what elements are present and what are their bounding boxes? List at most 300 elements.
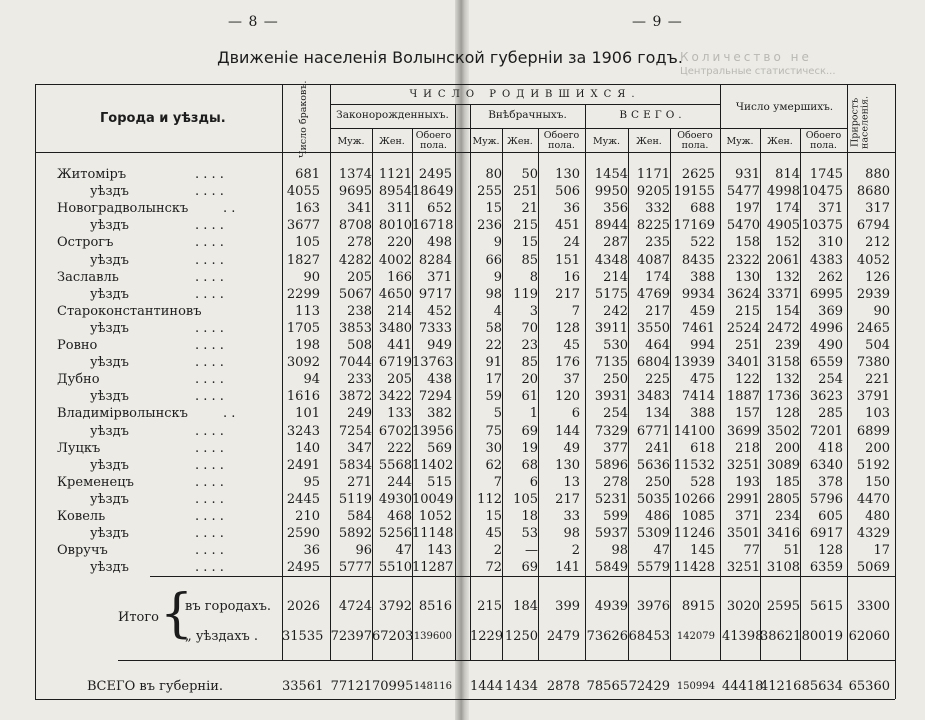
cell-deaths-m: 931 [735, 167, 760, 182]
cell-illeg-m: 62 [485, 457, 502, 473]
cell-growth: 103 [865, 406, 890, 422]
cell-legit-both: 382 [427, 406, 452, 422]
cell-growth: 17 [873, 543, 890, 559]
leader-dots: . . . . [195, 338, 224, 353]
cell-total-m: 254 [603, 406, 628, 422]
cell-total-m: 7135 [594, 355, 628, 371]
cell-deaths-both: 262 [818, 269, 843, 285]
leader-dots: . . . . [195, 526, 224, 542]
cell-illeg-both: 130 [555, 457, 580, 473]
cell-deaths-f: 2595 [766, 599, 800, 614]
cell-illeg-both: 217 [555, 286, 580, 302]
cell-deaths-f: 814 [775, 167, 800, 182]
row-name: Новоградволынскъ [57, 201, 189, 217]
cell-legit-m: 7254 [338, 423, 372, 439]
leader-dots: . . . . [195, 184, 224, 200]
cell-marriages: 90 [303, 269, 320, 285]
cell-total-f: 486 [645, 509, 670, 524]
cell-growth: 200 [865, 440, 890, 456]
cell-total-m: 78565 [586, 679, 628, 694]
cell-illeg-f: 19 [521, 440, 538, 456]
cell-legit-both: 569 [427, 440, 452, 456]
cell-total-both: 618 [690, 440, 715, 456]
cell-deaths-f: 2472 [766, 320, 800, 336]
cell-illeg-m: 45 [485, 526, 502, 542]
cell-marriages: 198 [295, 338, 320, 353]
cell-illeg-both: 176 [555, 355, 580, 371]
cell-legit-f: 3792 [378, 599, 412, 614]
row-name: Овручъ [57, 543, 108, 559]
cell-illeg-m: 215 [477, 599, 502, 614]
cell-total-both: 13939 [673, 355, 715, 371]
cell-legit-m: 5067 [338, 286, 372, 302]
cell-marriages: 1827 [286, 252, 320, 268]
cell-legit-both: 13956 [412, 423, 454, 439]
cell-illeg-f: 1250 [504, 629, 538, 644]
cell-deaths-m: 5477 [726, 184, 760, 200]
cell-deaths-both: 4383 [809, 252, 843, 268]
cell-deaths-both: 418 [818, 440, 843, 456]
cell-deaths-f: 152 [775, 235, 800, 251]
row-name: уѣздъ [90, 389, 129, 405]
cell-total-f: 68453 [628, 629, 670, 644]
cell-legit-both: 2495 [418, 167, 452, 182]
cell-legit-both: 11287 [412, 560, 454, 576]
cell-total-both: 11428 [673, 560, 715, 576]
cell-legit-m: 5777 [338, 560, 372, 576]
cell-growth: 7380 [856, 355, 890, 371]
cell-legit-f: 4650 [378, 286, 412, 302]
cell-deaths-f: 234 [775, 509, 800, 524]
row-name: уѣздъ [90, 286, 129, 302]
header-total: ВСЕГО. [619, 109, 686, 121]
cell-total-f: 174 [645, 269, 670, 285]
cell-legit-both: 371 [427, 269, 452, 285]
row-name: Староконстантиновъ [57, 303, 202, 319]
cell-total-f: 3550 [636, 320, 670, 336]
cell-total-m: 356 [603, 201, 628, 217]
cell-illeg-m: 2 [493, 543, 502, 559]
cell-illeg-both: 399 [555, 599, 580, 614]
cell-legit-m: 3853 [338, 320, 372, 336]
row-name: Житоміръ [57, 167, 127, 182]
cell-total-both: 388 [690, 406, 715, 422]
cell-total-m: 5231 [594, 491, 628, 507]
header-births-group: ЧИСЛО РОДИВШИХСЯ. [409, 89, 641, 100]
row-name: уѣздъ [90, 491, 129, 507]
leader-dots: . . . . [195, 440, 224, 456]
cell-total-f: 6804 [636, 355, 670, 371]
cell-total-both: 17169 [673, 218, 715, 234]
cell-deaths-both: 310 [818, 235, 843, 251]
leader-dots: . . . . [195, 355, 224, 371]
cell-growth: 880 [865, 167, 890, 182]
cell-total-both: 145 [690, 543, 715, 559]
cell-illeg-both: 16 [563, 269, 580, 285]
cell-illeg-both: 120 [555, 389, 580, 405]
header-both_sexes: Обоего пола. [805, 130, 842, 152]
cell-deaths-both: 378 [818, 474, 843, 490]
cell-total-f: 217 [645, 303, 670, 319]
cell-deaths-f: 200 [775, 440, 800, 456]
cell-legit-m: 278 [347, 235, 372, 251]
cell-legit-m: 233 [347, 372, 372, 388]
cell-deaths-f: 3371 [766, 286, 800, 302]
cell-deaths-both: 85634 [801, 679, 843, 694]
column-rule [895, 84, 896, 699]
cell-legit-f: 214 [387, 303, 412, 319]
cell-deaths-both: 3623 [809, 389, 843, 405]
cell-total-f: 4769 [636, 286, 670, 302]
cell-deaths-f: 132 [775, 269, 800, 285]
cell-deaths-m: 3251 [726, 560, 760, 576]
cell-total-both: 8435 [681, 252, 715, 268]
cell-illeg-both: 128 [555, 320, 580, 336]
cell-deaths-both: 1745 [809, 167, 843, 182]
cell-legit-both: 7333 [418, 320, 452, 336]
cell-deaths-both: 5615 [809, 599, 843, 614]
cell-deaths-both: 6917 [809, 526, 843, 542]
cell-illeg-m: 75 [485, 423, 502, 439]
row-name: уѣздъ [90, 218, 129, 234]
header-male: Муж. [592, 136, 621, 147]
cell-illeg-both: 24 [563, 235, 580, 251]
row-name: Острогъ [57, 235, 114, 251]
cell-legit-both: 949 [427, 338, 452, 353]
cell-growth: 5069 [856, 560, 890, 576]
header-both_sexes: Обоего пола. [415, 130, 452, 152]
cell-deaths-both: 4996 [809, 320, 843, 336]
cell-legit-both: 8516 [418, 599, 452, 614]
cell-illeg-f: 3 [529, 303, 538, 319]
cell-deaths-f: 38621 [760, 629, 802, 644]
cell-growth: 3300 [856, 599, 890, 614]
cell-deaths-m: 218 [735, 440, 760, 456]
cell-deaths-f: 3158 [766, 355, 800, 371]
cell-total-both: 1085 [681, 509, 715, 524]
cell-illeg-both: 33 [563, 509, 580, 524]
cell-illeg-f: 68 [521, 457, 538, 473]
cell-illeg-f: 85 [521, 355, 538, 371]
leader-dots: . . . . [195, 269, 224, 285]
leader-dots: . . . . [195, 560, 224, 576]
cell-legit-both: 11148 [412, 526, 454, 542]
cell-marriages: 113 [295, 303, 320, 319]
cell-legit-both: 7294 [418, 389, 452, 405]
cell-legit-f: 6719 [378, 355, 412, 371]
cell-total-both: 9934 [681, 286, 715, 302]
cell-illeg-m: 4 [493, 303, 502, 319]
cell-total-m: 5849 [594, 560, 628, 576]
cell-legit-m: 7044 [338, 355, 372, 371]
cell-marriages: 140 [295, 440, 320, 456]
cell-illeg-m: 98 [485, 286, 502, 302]
cell-deaths-m: 3699 [726, 423, 760, 439]
cell-illeg-m: 59 [485, 389, 502, 405]
cell-illeg-m: 112 [477, 491, 502, 507]
leader-dots: . . . . [195, 543, 224, 559]
cell-illeg-f: 6 [529, 474, 538, 490]
cell-illeg-m: 30 [485, 440, 502, 456]
cell-deaths-f: 174 [775, 201, 800, 217]
header-towns-and-districts: Города и уѣзды. [100, 111, 226, 126]
cell-deaths-f: 154 [775, 303, 800, 319]
cell-growth: 6899 [856, 423, 890, 439]
cell-deaths-f: 3089 [766, 457, 800, 473]
cell-legit-m: 5119 [338, 491, 372, 507]
cell-illeg-m: 72 [485, 560, 502, 576]
cell-marriages: 4055 [286, 184, 320, 200]
cell-deaths-m: 3624 [726, 286, 760, 302]
cell-total-both: 388 [690, 269, 715, 285]
cell-legit-m: 5892 [338, 526, 372, 542]
cell-marriages: 2495 [286, 560, 320, 576]
cell-legit-m: 238 [347, 303, 372, 319]
leader-dots: . . . . [195, 286, 224, 302]
cell-legit-m: 341 [347, 201, 372, 217]
header-female: Жен. [767, 136, 793, 147]
cell-marriages: 3243 [286, 423, 320, 439]
row-name: уѣздъ [90, 320, 129, 336]
header-male: Муж. [337, 136, 365, 147]
cell-total-both: 7461 [681, 320, 715, 336]
header-male: Муж. [726, 136, 754, 147]
header-marriages: Число браковъ. [297, 80, 309, 158]
cell-total-f: 6771 [636, 423, 670, 439]
cell-illeg-m: 7 [493, 474, 502, 490]
cell-deaths-both: 254 [818, 372, 843, 388]
cell-legit-m: 4724 [338, 599, 372, 614]
cell-legit-m: 249 [347, 406, 372, 422]
cell-legit-f: 67203 [372, 629, 414, 644]
totals-row-label: „ уѣздахъ . [185, 629, 259, 644]
row-name: Кременецъ [57, 474, 134, 490]
cell-legit-m: 3872 [338, 389, 372, 405]
cell-legit-m: 4282 [338, 252, 372, 268]
cell-total-f: 5035 [636, 491, 670, 507]
cell-marriages: 2026 [286, 599, 320, 614]
cell-deaths-m: 251 [735, 338, 760, 353]
cell-legit-both: 452 [427, 303, 452, 319]
cell-legit-both: 8284 [418, 252, 452, 268]
row-name: уѣздъ [90, 457, 129, 473]
cell-total-m: 377 [603, 440, 628, 456]
cell-total-f: 241 [645, 440, 670, 456]
cell-illeg-m: 9 [493, 235, 502, 251]
cell-total-f: 47 [653, 543, 670, 559]
cell-total-both: 11246 [673, 526, 715, 542]
cell-deaths-f: 4905 [766, 218, 800, 234]
leader-dots: . . . . [195, 235, 224, 251]
cell-illeg-m: 58 [485, 320, 502, 336]
cell-legit-f: 222 [387, 440, 412, 456]
cell-legit-f: 133 [387, 406, 412, 422]
cell-total-m: 1454 [594, 167, 628, 182]
cell-deaths-m: 41398 [722, 629, 764, 644]
row-name: Луцкъ [57, 440, 101, 456]
cell-total-m: 214 [603, 269, 628, 285]
header-female: Жен. [507, 136, 533, 147]
cell-total-m: 242 [603, 303, 628, 319]
cell-legit-m: 77121 [330, 679, 372, 694]
cell-illeg-both: 451 [555, 218, 580, 234]
header-both_sexes: Обоего пола. [677, 130, 713, 152]
header-male: Муж. [472, 136, 500, 147]
cell-total-f: 332 [645, 201, 670, 217]
cell-illeg-m: 236 [477, 218, 502, 234]
cell-illeg-m: 17 [485, 372, 502, 388]
cell-deaths-m: 44418 [722, 679, 764, 694]
top-border [35, 84, 895, 85]
cell-total-both: 14100 [673, 423, 715, 439]
cell-total-m: 250 [603, 372, 628, 388]
cell-illeg-both: 506 [555, 184, 580, 200]
cell-growth: 2939 [856, 286, 890, 302]
cell-total-m: 599 [603, 509, 628, 524]
row-name: уѣздъ [90, 423, 129, 439]
cell-deaths-m: 157 [735, 406, 760, 422]
cell-legit-both: 18649 [412, 184, 454, 200]
cell-legit-both: 16718 [412, 218, 454, 234]
cell-deaths-both: 369 [818, 303, 843, 319]
cell-marriages: 31535 [282, 629, 324, 644]
cell-deaths-both: 80019 [801, 629, 843, 644]
cell-illeg-both: 2 [571, 543, 580, 559]
cell-legit-f: 4002 [378, 252, 412, 268]
cell-marriages: 33561 [282, 679, 324, 694]
cell-deaths-m: 122 [735, 372, 760, 388]
cell-illeg-f: 21 [521, 201, 538, 217]
cell-growth: 150 [865, 474, 890, 490]
page-number-left: — 8 — [228, 14, 279, 30]
cell-legit-m: 96 [355, 543, 372, 559]
cell-illeg-both: 144 [555, 423, 580, 439]
cell-total-m: 9950 [594, 184, 628, 200]
cell-total-f: 225 [645, 372, 670, 388]
cell-total-both: 2625 [681, 167, 715, 182]
cell-deaths-m: 215 [735, 303, 760, 319]
cell-illeg-f: 70 [521, 320, 538, 336]
row-name: уѣздъ [90, 526, 129, 542]
totals-row-towns [35, 596, 895, 615]
leader-dots: . . . . [195, 474, 224, 490]
cell-legit-f: 8010 [378, 218, 412, 234]
cell-legit-m: 72397 [330, 629, 372, 644]
cell-total-m: 5896 [594, 457, 628, 473]
leader-dots: . . . . [195, 372, 224, 388]
cell-legit-f: 205 [387, 372, 412, 388]
bleed-through-subheading: Центральные статистическ... [680, 66, 836, 77]
cell-total-both: 150994 [676, 681, 715, 692]
cell-deaths-both: 128 [818, 543, 843, 559]
cell-legit-m: 584 [347, 509, 372, 524]
cell-legit-both: 438 [427, 372, 452, 388]
cell-marriages: 163 [295, 201, 320, 217]
cell-total-f: 134 [645, 406, 670, 422]
table-row [35, 557, 895, 576]
cell-illeg-both: 217 [555, 491, 580, 507]
cell-growth: 317 [865, 201, 890, 217]
cell-deaths-m: 371 [735, 509, 760, 524]
cell-legit-f: 244 [387, 474, 412, 490]
cell-deaths-f: 185 [775, 474, 800, 490]
cell-legit-f: 8954 [378, 184, 412, 200]
cell-deaths-m: 77 [743, 543, 760, 559]
cell-illeg-f: 23 [521, 338, 538, 353]
cell-illeg-both: 6 [571, 406, 580, 422]
cell-total-m: 4348 [594, 252, 628, 268]
cell-growth: 3791 [856, 389, 890, 405]
header-female: Жен. [636, 136, 662, 147]
cell-illeg-both: 36 [563, 201, 580, 217]
cell-total-both: 8915 [681, 599, 715, 614]
cell-illeg-both: 37 [563, 372, 580, 388]
cell-legit-m: 5834 [338, 457, 372, 473]
cell-deaths-m: 130 [735, 269, 760, 285]
cell-legit-m: 9695 [338, 184, 372, 200]
cell-deaths-f: 132 [775, 372, 800, 388]
cell-illeg-both: 2479 [546, 629, 580, 644]
cell-legit-f: 441 [387, 338, 412, 353]
cell-total-both: 459 [690, 303, 715, 319]
leader-dots: . . . . [195, 509, 224, 524]
header-illegitimate: Внѣбрачныхъ. [488, 109, 567, 121]
cell-total-both: 688 [690, 201, 715, 217]
cell-total-both: 19155 [673, 184, 715, 200]
births-header-rule [330, 104, 720, 105]
row-name: Владимірволынскъ [57, 406, 188, 422]
cell-total-both: 994 [690, 338, 715, 353]
cell-illeg-both: 13 [563, 474, 580, 490]
bleed-through-heading: Количество не [680, 50, 812, 64]
cell-total-m: 73626 [586, 629, 628, 644]
page-title: Движеніе населенія Волынской губерніи за 1906 годъ. [217, 48, 683, 67]
cell-legit-both: 13763 [412, 355, 454, 371]
cell-legit-m: 205 [347, 269, 372, 285]
cell-legit-f: 1121 [378, 167, 412, 182]
cell-deaths-f: 239 [775, 338, 800, 353]
cell-total-both: 528 [690, 474, 715, 490]
cell-deaths-m: 158 [735, 235, 760, 251]
cell-illeg-both: 141 [555, 560, 580, 576]
cell-illeg-both: 98 [563, 526, 580, 542]
header-female: Жен. [379, 136, 405, 147]
cell-marriages: 681 [295, 167, 320, 182]
cell-total-both: 7414 [681, 389, 715, 405]
cell-total-m: 3911 [594, 320, 628, 336]
cell-marriages: 210 [295, 509, 320, 524]
header-deaths: Число умершихъ. [735, 101, 834, 113]
cell-growth: 62060 [848, 629, 890, 644]
cell-legit-m: 347 [347, 440, 372, 456]
cell-legit-both: 515 [427, 474, 452, 490]
cell-total-m: 8944 [594, 218, 628, 234]
cell-deaths-m: 3020 [726, 599, 760, 614]
cell-illeg-f: 18 [521, 509, 538, 524]
cell-deaths-both: 605 [818, 509, 843, 524]
subgroup-header-rule [330, 128, 847, 129]
cell-legit-f: 47 [395, 543, 412, 559]
cell-illeg-both: 151 [555, 252, 580, 268]
cell-legit-both: 148116 [413, 681, 452, 692]
cell-legit-f: 220 [387, 235, 412, 251]
cell-illeg-m: 1229 [470, 629, 504, 644]
totals-brace: { [160, 584, 194, 644]
cell-legit-both: 139600 [413, 631, 452, 642]
cell-deaths-m: 197 [735, 201, 760, 217]
cell-total-m: 98 [611, 543, 628, 559]
cell-illeg-f: 61 [521, 389, 538, 405]
